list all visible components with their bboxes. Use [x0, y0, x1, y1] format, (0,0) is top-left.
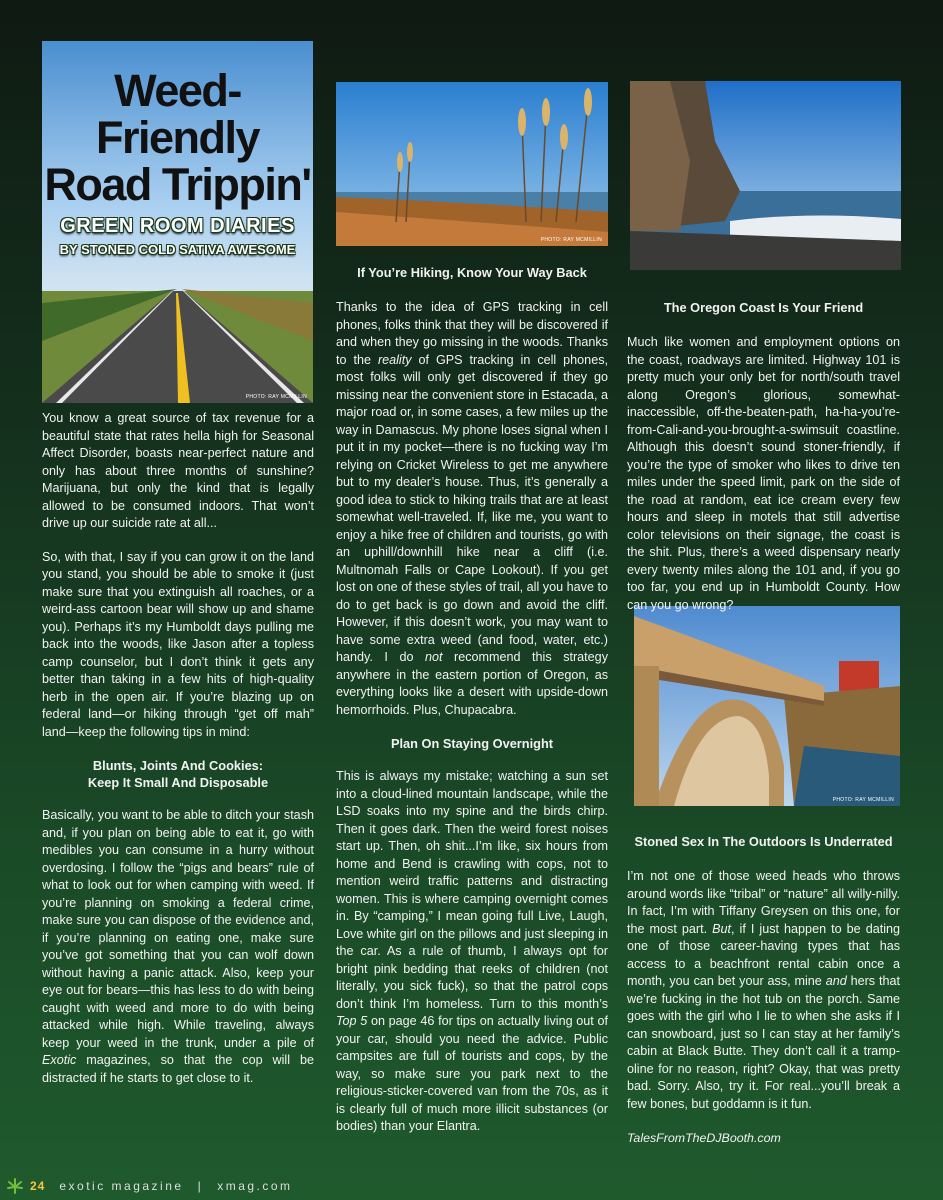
text-run: This is always my mistake; watching a sun set into a cloud-lined mountain landscape, while the LSD soaks into my spine and the birds chirp. Then it goes dark. Then the weird forest noises start up. Then, oh shit...I’m like, six hours from home and Bend is crawling with cops, not to mention weird traffic patterns and distracting women. This is where camping overnight comes in. By “camping,” I mean going full Live, Laugh, Love white girl on the pillows and just sleeping in the car. As a rule of thumb, I always opt for bright pink bedding that reeks of children (not literally, you sick fuck), so that the patrol cops don’t think I’m homeless. Turn to this month’s — [336, 769, 608, 1011]
col1-heading — [42, 757, 314, 791]
text-run: , if I just happen to be dating one of those career-having types that has access to a beachfront rental cabin once a month, you can bet your ass, mine — [627, 921, 901, 988]
col3-paragraph-1: Much like women and employment options on the coast, roadways are limited. Highway 101 is pretty much your only bet for north/south travel along Oregon’s glorious, somewhat-inaccessible, off-the-beaten-path, ha-ha-you’re-from-Cali-and-you-brought-a-swimsuit coastline. Although this doesn’t sound stoner-friendly, if you’re the type of smoker who likes to drive ten miles under the speed limit, park on the side of the road at random, eat ice cream every few hours and sleep in motels that still advertise color televisions on their signage, the coast is the shit. Plus, there’s a weed dispensary nearly every twenty miles along the 101 and, if you go too far, you end up in Humboldt County. How can you go wrong? — [627, 335, 900, 612]
text-run: magazines, so that the cop will be distracted if he starts to get close to it. — [42, 1053, 314, 1085]
coast-photo — [630, 81, 901, 270]
text-run: Thanks to the idea of GPS tracking in cell phones, folks think that they will be discovered if and when they go missing in the woods. Thanks to the — [336, 300, 608, 367]
cover-title — [42, 67, 313, 208]
hiking-photo — [336, 82, 608, 246]
text-run-italic: Exotic — [42, 1053, 77, 1067]
cover-title-line2: Road Trippin' — [44, 159, 311, 210]
col2-heading: Plan On Staying Overnight — [390, 736, 554, 751]
footer-separator: | — [197, 1179, 204, 1193]
col1-heading-line2: Keep It Small And Disposable — [87, 775, 269, 790]
text-run: recommend this strategy anywhere in the eastern portion of Oregon, as everything looks like a desert with upside-down hemorrhoids. Plus, Chupacabra. — [336, 650, 608, 717]
text-run-italic: reality — [377, 352, 412, 367]
text-run-italic: not — [424, 650, 443, 664]
bridge-photo-credit: PHOTO: RAY MCMILLIN — [832, 797, 894, 803]
page-number: 24 — [30, 1179, 46, 1193]
col1-heading-line1: Blunts, Joints And Cookies: — [92, 758, 264, 773]
text-run: hers that we’re fucking in the hot tub on the porch. Same goes with the girl who I lie to when she asks if I can snowboard, just so I can stay at her family’s cabin at Black Butte. They don’t call it a tramp-oline for no reason, right? Okay, that was pretty bad. Sorry. Also, try it. For real...you’ll break a few bones, but goddamn is it fun. — [627, 974, 900, 1111]
pampas-grass-scene — [336, 82, 608, 246]
coast-scene — [630, 81, 901, 270]
text-run: Basically, you want to be able to ditch your stash and, if you plan on being able to eat it, go with medibles you can consume in a hurry without overdosing. I follow the “pigs and bears” rule of what to look out for when camping with weed. If you’re planning on smoking a federal crime, make sure you can dispose of the evidence and, if you’re planning on eating one, make sure you’ve got something that you can wolf down without having a panic attack. Also, keep your eye out for bears—this has less to do with being caught with weed and more to do with being attacked while high. While traveling, always keep your weed in the trunk, under a pile of — [42, 808, 314, 1050]
hiking-caption: If You’re Hiking, Know Your Way Back — [357, 265, 587, 280]
cover-image — [42, 41, 313, 403]
cover-series: GREEN ROOM DIARIES — [60, 215, 295, 237]
page-footer — [6, 1178, 293, 1194]
footer-site[interactable]: xmag.com — [217, 1179, 293, 1193]
col1-paragraph-2: So, with that, I say if you can grow it on the land you stand, you should be able to smoke it (just make sure that you extinguish all roaches, or a weird-ass cartoon bear will show up and shame you). Perhaps it’s my Humboldt days pulling me back into the woods, like Jason after a topless camp counselor, but I don’t think it gets any better than taking in a few hits of high-quality herb in the open air. If you’re blazing up on federal land—or hiking through “get off mah” land—keep the following tips in mind: — [42, 549, 314, 739]
photo-credit: PHOTO: RAY MCMILLIN — [245, 394, 307, 400]
column-1 — [42, 410, 314, 1103]
col3-paragraph-2 — [627, 868, 900, 1113]
text-run-italic: But — [712, 921, 732, 936]
text-run: on page 46 for tips on actually living out of your car, should you need the advice. Public campsites are full of tourists and cops, by the way, so make sure you park next to the religious-sticker-covered van from the 70s, as it is clearly full of much more illicit substances (or bodies) than your Elantra. — [336, 1014, 608, 1133]
signoff-url[interactable]: TalesFromTheDJBooth.com — [627, 1131, 781, 1145]
magazine-name: exotic magazine — [59, 1179, 184, 1193]
text-run-italic: Top 5 — [336, 1014, 368, 1028]
column-2 — [336, 264, 608, 1152]
col1-paragraph-3 — [42, 807, 314, 1087]
text-run-italic: and — [825, 974, 847, 988]
cover-byline: BY STONED COLD SATIVA AWESOME — [59, 242, 296, 257]
column-3 — [627, 299, 900, 630]
text-run: I’m not one of those weed heads who throws around words like “tribal” or “nature” all willy-nilly. In fact, I’m with Tiffany Greysen on this one, for the most part. — [627, 869, 900, 936]
coast-caption: The Oregon Coast Is Your Friend — [663, 300, 864, 315]
hiking-photo-credit: PHOTO: RAY MCMILLIN — [540, 237, 602, 243]
text-run: of GPS tracking in cell phones, most folks will only get discovered if they go missing near the convenient store in Estacada, a major road or, in some cases, a few miles up the way in Damascus. My phone loses signal when I put it in my pocket—there is no fucking way I’m relying on Cricket Wireless to get me anywhere but to my dealer’s house. Thus, it’s generally a good idea to stick to hiking trails that are at least somewhat well-traveled. If, like me, you want to enjoy a hike free of children and tourists, go with an uphill/downhill hike near a cliff (i.e. Multnomah Falls or Cape Lookout). If you get lost on one of these styles of trail, all you have to do to get back is go down and avoid the cliff. However, if this doesn’t work, you may want to have some extra weed (and food, water, etc.) handy. I do — [336, 352, 608, 664]
bridge-photo — [634, 606, 900, 806]
col2-paragraph-2 — [336, 768, 608, 1136]
column-3-lower — [627, 833, 900, 1129]
col2-paragraph-1 — [336, 299, 608, 719]
col1-paragraph-1: You know a great source of tax revenue for a beautiful state that rates hella high for Seasonal Affect Disorder, boasts near-perfect nature and only has about three months of sunshine? Marijuana, but only the kind that is legally allowed to be consumed indoors. That won’t drive up our suicide rate at all... — [42, 411, 314, 530]
bridge-scene — [634, 606, 900, 806]
col3-heading: Stoned Sex In The Outdoors Is Underrated — [634, 834, 893, 849]
cover-title-line1: Weed-Friendly — [95, 65, 260, 163]
leaf-icon — [6, 1178, 24, 1194]
